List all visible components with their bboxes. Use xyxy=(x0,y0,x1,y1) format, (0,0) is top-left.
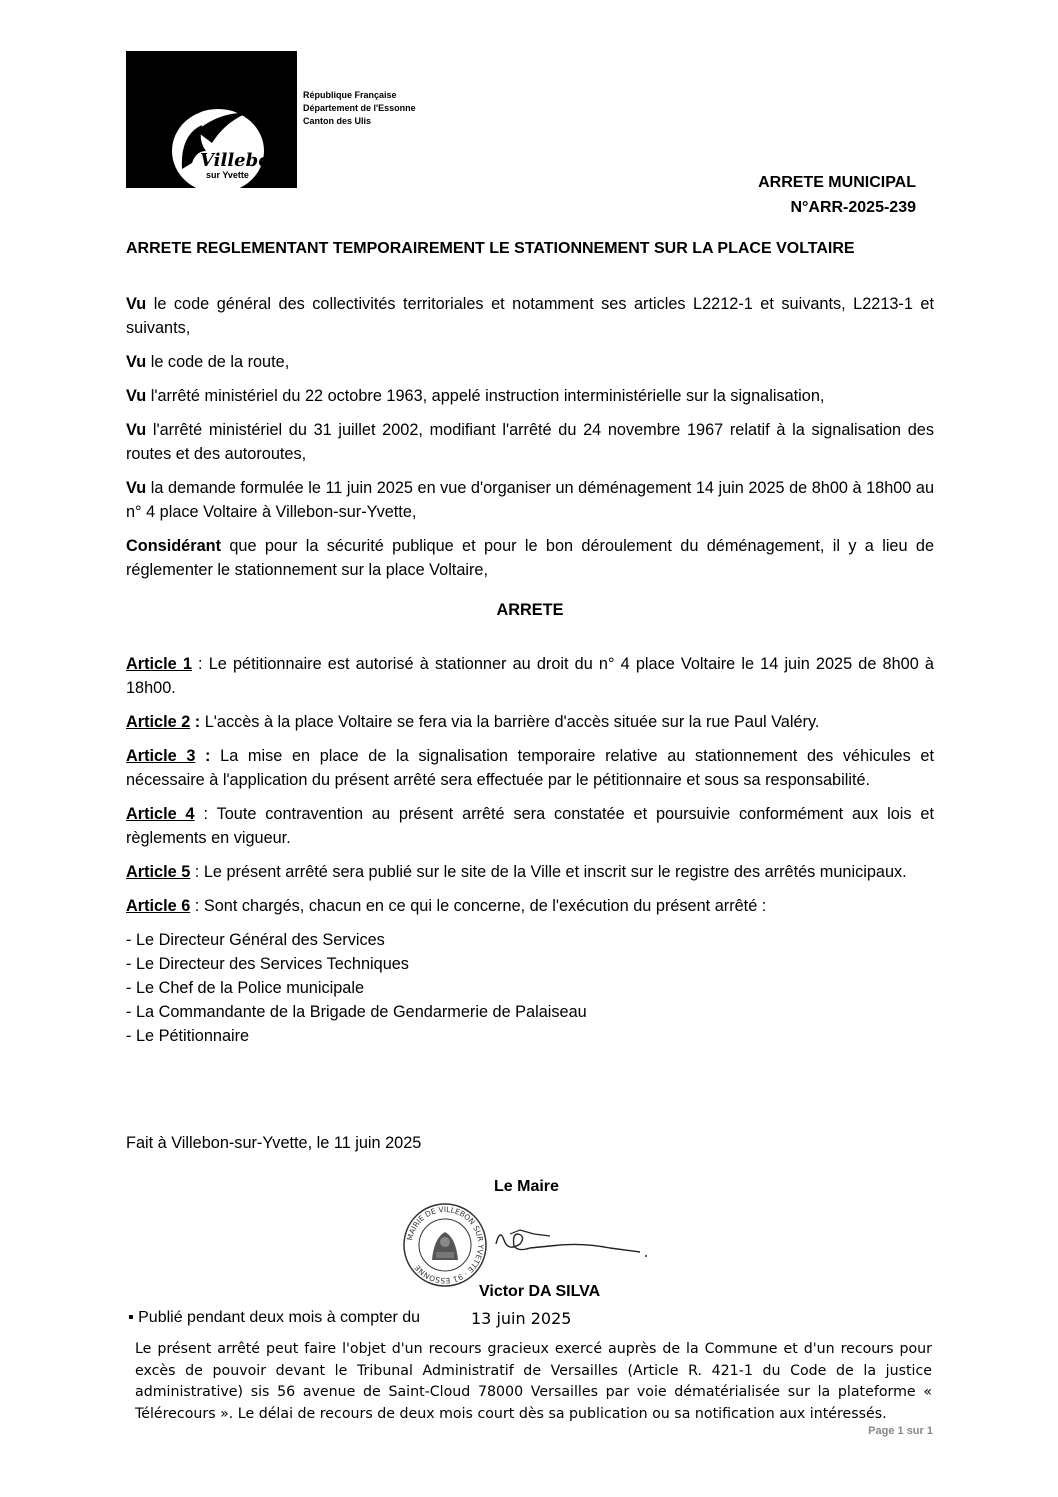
mayor-signature xyxy=(490,1222,660,1262)
fait-a-line: Fait à Villebon-sur-Yvette, le 11 juin 2025 xyxy=(126,1134,422,1152)
visa-paragraph: Vu le code général des collectivités territoriales et notamment ses articles L2212-1 et suivants, L2213-1 et suivants, xyxy=(126,295,934,337)
list-item: - Le Directeur Général des Services xyxy=(126,931,385,949)
publication-label: ▪ Publié pendant deux mois à compter du xyxy=(128,1309,421,1326)
article-1: Article 1 : Le pétitionnaire est autorisé à stationner au droit du n° 4 place Voltaire le 14 juin 2025 de 8h00 à 18h00. xyxy=(126,655,934,697)
mayor-name: Victor DA SILVA xyxy=(479,1283,601,1300)
arrete-label: ARRETE MUNICIPAL xyxy=(758,174,916,191)
svg-text:Villebon: Villebon xyxy=(200,150,284,171)
arrete-header xyxy=(700,170,916,220)
considerant-paragraph: Considérant que pour la sécurité publique et pour le bon déroulement du déménagement, il y a lieu de réglementer le stationnement sur la place Voltaire, xyxy=(126,537,934,579)
handwritten-signature-icon xyxy=(490,1222,660,1262)
org-block xyxy=(303,89,416,128)
list-item: - La Commandante de la Brigade de Gendarmerie de Palaiseau xyxy=(126,1003,587,1021)
list-item: - Le Chef de la Police municipale xyxy=(126,979,365,997)
visa-paragraph: Vu l'arrêté ministériel du 31 juillet 2002, modifiant l'arrêté du 24 novembre 1967 relatif à la signalisation des routes et des autoroutes, xyxy=(126,421,934,463)
list-item: - Le Directeur des Services Techniques xyxy=(126,955,409,973)
article-4: Article 4 : Toute contravention au présent arrêté sera constatée et poursuivie conformément aux lois et règlements en vigueur. xyxy=(126,805,934,847)
responsables-list xyxy=(126,928,934,1048)
publication-date: 13 juin 2025 xyxy=(471,1309,572,1328)
article-3: Article 3 : La mise en place de la signalisation temporaire relative au stationnement des véhicules et nécessaire à l'application du présent arrêté sera effectuée par le pétitionnaire et sous sa responsabilité. xyxy=(126,747,934,789)
arrete-heading: ARRETE xyxy=(496,601,564,619)
visa-paragraph: Vu l'arrêté ministériel du 22 octobre 1963, appelé instruction interministérielle sur la signalisation, xyxy=(126,387,825,405)
article-5: Article 5 : Le présent arrêté sera publié sur le site de la Ville et inscrit sur le registre des arrêtés municipaux. xyxy=(126,863,907,881)
page-number: Page 1 sur 1 xyxy=(868,1425,933,1437)
visa-paragraph: Vu le code de la route, xyxy=(126,353,290,371)
arrete-number: N°ARR-2025-239 xyxy=(790,199,916,216)
document-title: ARRETE REGLEMENTANT TEMPORAIREMENT LE STATIONNEMENT SUR LA PLACE VOLTAIRE xyxy=(126,240,855,257)
document-body xyxy=(126,292,934,1058)
signature-role: Le Maire xyxy=(494,1178,559,1195)
article-2: Article 2 : L'accès à la place Voltaire se fera via la barrière d'accès située sur la rue Paul Valéry. xyxy=(126,713,820,731)
svg-text:sur Yvette: sur Yvette xyxy=(206,170,249,180)
org-line: République Française xyxy=(303,90,397,100)
mairie-seal xyxy=(402,1202,488,1288)
org-line: Département de l'Essonne xyxy=(303,103,416,113)
org-line: Canton des Ulis xyxy=(303,116,372,126)
seal-stamp-icon xyxy=(402,1202,488,1288)
list-item: - Le Pétitionnaire xyxy=(126,1027,250,1045)
article-6: Article 6 : Sont chargés, chacun en ce qui le concerne, de l'exécution du présent arrêté : xyxy=(126,897,767,915)
svg-text:MAIRIE DE VILLEBON SUR YVETTE: MAIRIE DE VILLEBON SUR YVETTE · 91 ESSONNE xyxy=(405,1204,486,1286)
recours-notice: Le présent arrêté peut faire l'objet d'un recours gracieux exercé auprès de la Commune et d'un recours pour excès de pouvoir devant le Tribunal Administratif de Versailles (Article R. 421-1 du Code de la justice administrative) sis 56 avenue de Saint-Cloud 78000 Versailles par voie dématérialisée sur la plateforme « Télérecours ». Le délai de recours de deux mois court dès sa publication ou sa notification aux intéressés. xyxy=(135,1341,932,1422)
city-logo xyxy=(126,51,297,188)
villebon-logo-icon xyxy=(126,51,297,188)
visa-paragraph: Vu la demande formulée le 11 juin 2025 en vue d'organiser un déménagement 14 juin 2025 de 8h00 à 18h00 au n° 4 place Voltaire à Villebon-sur-Yvette, xyxy=(126,479,934,521)
